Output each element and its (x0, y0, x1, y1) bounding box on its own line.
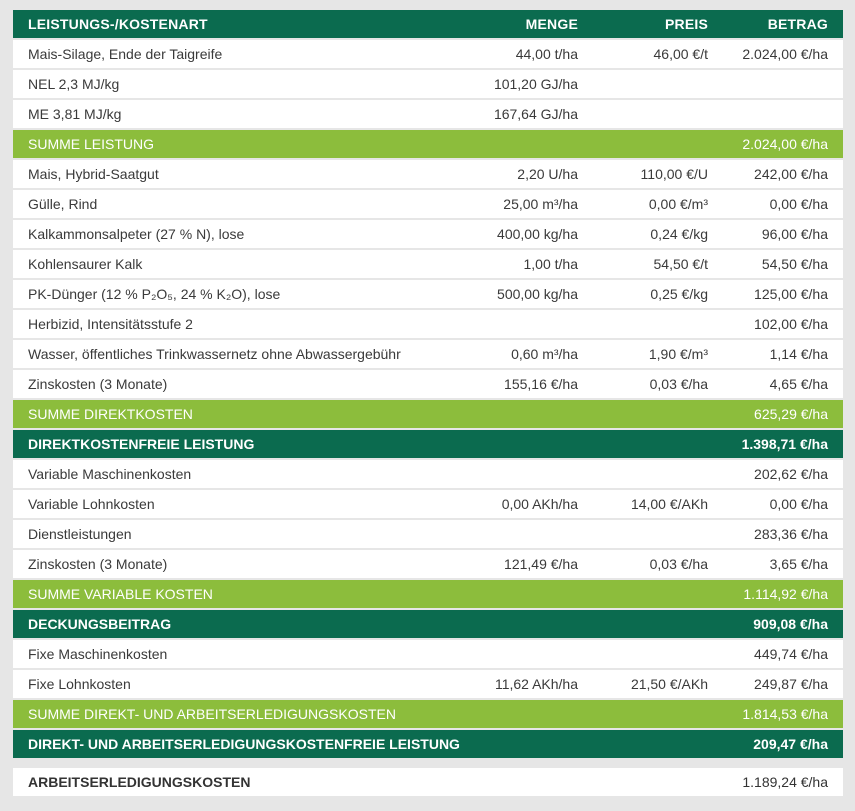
table-row (13, 370, 843, 400)
row-label: Fixe Lohnkosten (28, 676, 131, 692)
row-menge: 2,20 U/ha (517, 166, 578, 182)
table-row (13, 280, 843, 310)
row-menge: 44,00 t/ha (515, 46, 578, 62)
row-menge: 500,00 kg/ha (497, 286, 578, 302)
row-menge: 1,00 t/ha (523, 256, 578, 272)
row-betrag: 625,29 €/ha (754, 406, 828, 422)
row-menge: 400,00 kg/ha (497, 226, 578, 242)
row-betrag: 449,74 €/ha (754, 646, 828, 662)
table-row (13, 490, 843, 520)
row-menge: 167,64 GJ/ha (493, 106, 578, 122)
row-preis: 21,50 €/AKh (630, 676, 708, 692)
row-betrag: 96,00 €/ha (761, 226, 828, 242)
row-preis: 54,50 €/t (653, 256, 708, 272)
row-label: NEL 2,3 MJ/kg (28, 76, 120, 92)
row-menge: 11,62 AKh/ha (494, 676, 578, 692)
row-betrag: 1.814,53 €/ha (742, 706, 828, 722)
row-label: Wasser, öffentliches Trinkwassernetz ohne Abwassergebühr (28, 346, 401, 362)
sum-row (13, 700, 843, 730)
total-row (13, 730, 843, 760)
row-menge: 101,20 GJ/ha (493, 76, 578, 92)
row-betrag: 125,00 €/ha (754, 286, 828, 302)
row-preis: 46,00 €/t (653, 46, 708, 62)
row-label: Mais-Silage, Ende der Taigreife (28, 46, 223, 62)
row-betrag: 242,00 €/ha (754, 166, 828, 182)
row-label: SUMME DIREKT- UND ARBEITSERLEDIGUNGSKOSTEN (28, 706, 396, 722)
sum-row (13, 400, 843, 430)
row-betrag: 3,65 €/ha (769, 556, 828, 572)
final-label: ARBEITSERLEDIGUNGSKOSTEN (28, 774, 251, 790)
row-label: SUMME DIREKTKOSTEN (28, 406, 193, 422)
row-preis: 1,90 €/m³ (648, 346, 708, 362)
table-row (13, 70, 843, 100)
row-label: Mais, Hybrid-Saatgut (28, 166, 159, 182)
row-preis: 0,24 €/kg (650, 226, 708, 242)
row-label: ME 3,81 MJ/kg (28, 106, 122, 122)
row-betrag: 909,08 €/ha (753, 616, 828, 632)
row-betrag: 2.024,00 €/ha (742, 46, 828, 62)
row-preis: 110,00 €/U (640, 166, 708, 182)
row-preis: 0,03 €/ha (649, 556, 708, 572)
row-betrag: 0,00 €/ha (769, 196, 828, 212)
final-row (13, 768, 843, 798)
row-preis: 0,03 €/ha (649, 376, 708, 392)
row-label: SUMME LEISTUNG (28, 136, 155, 152)
table-row (13, 100, 843, 130)
header-menge: MENGE (525, 16, 578, 32)
row-betrag: 1.398,71 €/ha (741, 436, 828, 452)
row-betrag: 283,36 €/ha (754, 526, 828, 542)
row-betrag: 2.024,00 €/ha (742, 136, 828, 152)
row-betrag: 1,14 €/ha (769, 346, 828, 362)
row-betrag: 249,87 €/ha (754, 676, 828, 692)
row-label: PK-Dünger (12 % P₂O₅, 24 % K₂O), lose (28, 286, 281, 302)
header-preis: PREIS (664, 16, 708, 32)
row-betrag: 1.114,92 €/ha (743, 586, 828, 602)
table-row (13, 340, 843, 370)
row-menge: 155,16 €/ha (504, 376, 578, 392)
row-betrag: 0,00 €/ha (769, 496, 828, 512)
row-preis: 14,00 €/AKh (630, 496, 708, 512)
table-row (13, 670, 843, 700)
row-label: Variable Maschinenkosten (28, 466, 192, 482)
table-row (13, 250, 843, 280)
row-label: Herbizid, Intensitätsstufe 2 (28, 316, 193, 332)
table-row (13, 640, 843, 670)
row-label: Kohlensaurer Kalk (28, 256, 143, 272)
row-label: DECKUNGSBEITRAG (28, 616, 172, 632)
row-label: Zinskosten (3 Monate) (28, 376, 168, 392)
row-menge: 0,00 AKh/ha (501, 496, 578, 512)
table-row (13, 520, 843, 550)
cost-table (13, 10, 843, 798)
table-row (13, 460, 843, 490)
table-header (13, 10, 843, 40)
row-menge: 25,00 m³/ha (503, 196, 578, 212)
row-betrag: 54,50 €/ha (761, 256, 828, 272)
sum-row (13, 580, 843, 610)
row-label: Kalkammonsalpeter (27 % N), lose (28, 226, 245, 242)
row-menge: 0,60 m³/ha (511, 346, 578, 362)
row-label: DIREKT- UND ARBEITSERLEDIGUNGSKOSTENFREIE LEISTUNG (28, 736, 460, 752)
spacer (13, 760, 843, 768)
row-label: Dienstleistungen (28, 526, 132, 542)
row-label: SUMME VARIABLE KOSTEN (28, 586, 213, 602)
row-preis: 0,00 €/m³ (648, 196, 708, 212)
row-betrag: 209,47 €/ha (753, 736, 828, 752)
row-betrag: 102,00 €/ha (754, 316, 828, 332)
total-row (13, 610, 843, 640)
header-betrag: BETRAG (767, 16, 828, 32)
row-menge: 121,49 €/ha (504, 556, 578, 572)
row-label: DIREKTKOSTENFREIE LEISTUNG (28, 436, 255, 452)
table-row (13, 160, 843, 190)
row-label: Zinskosten (3 Monate) (28, 556, 168, 572)
table-row (13, 40, 843, 70)
row-betrag: 4,65 €/ha (769, 376, 828, 392)
total-row (13, 430, 843, 460)
table-row (13, 550, 843, 580)
table-row (13, 190, 843, 220)
table-body (13, 40, 843, 760)
final-betrag: 1.189,24 €/ha (742, 774, 828, 790)
table-row (13, 310, 843, 340)
row-preis: 0,25 €/kg (650, 286, 708, 302)
row-label: Fixe Maschinenkosten (28, 646, 168, 662)
sum-row (13, 130, 843, 160)
row-label: Gülle, Rind (28, 196, 98, 212)
row-betrag: 202,62 €/ha (754, 466, 828, 482)
header-type: LEISTUNGS-/KOSTENART (28, 16, 208, 32)
row-label: Variable Lohnkosten (28, 496, 155, 512)
table-row (13, 220, 843, 250)
